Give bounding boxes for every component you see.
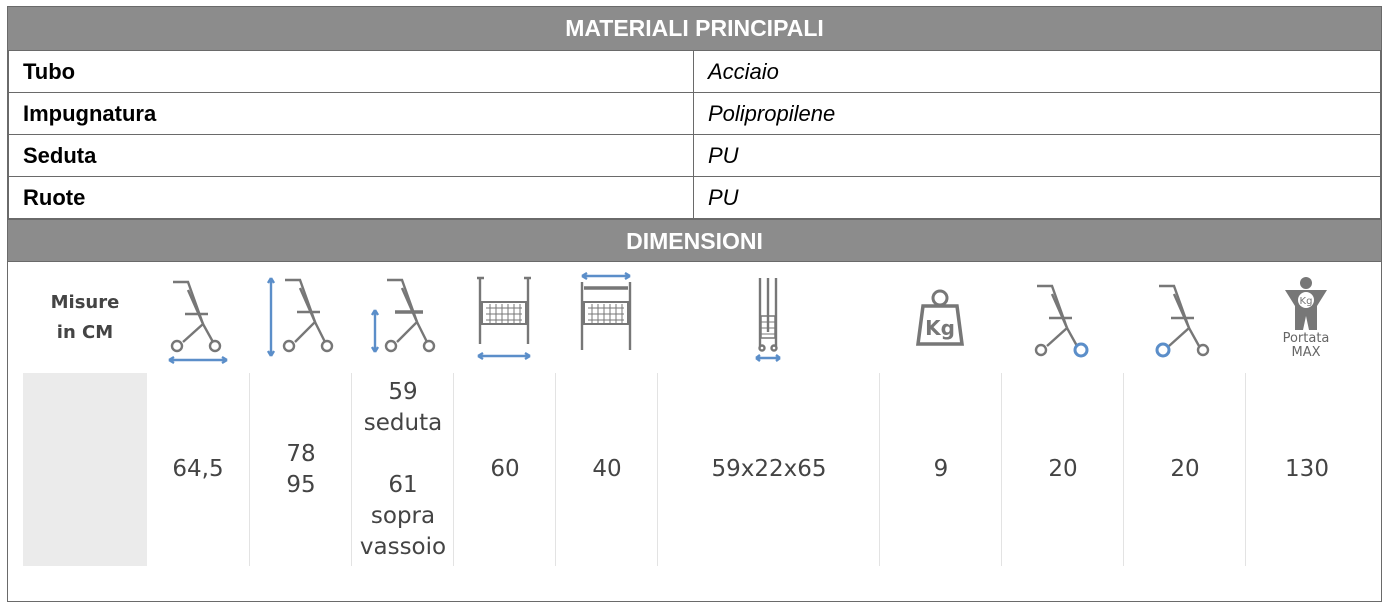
capacity-value: 130 <box>1245 373 1368 566</box>
weight-value: 9 <box>879 373 1002 566</box>
material-label: Tubo <box>9 51 694 93</box>
max-capacity-icon <box>1245 263 1367 373</box>
capacity-icon-text: Kg <box>1299 296 1313 307</box>
walker-seat-width-icon <box>555 263 657 373</box>
unit-label-line: in CM <box>56 322 114 343</box>
seat-height-value <box>351 373 454 566</box>
length-value: 64,5 <box>172 456 224 482</box>
seat-width-value: 40 <box>555 373 658 566</box>
table-row <box>9 135 1381 177</box>
unit-label-cell <box>23 263 147 373</box>
dimensions-header: DIMENSIONI <box>8 219 1381 262</box>
dimensions-panel <box>8 263 1381 601</box>
seat-height-line: 59 <box>388 378 418 405</box>
rear-wheel-icon <box>1123 263 1245 373</box>
rear-wheel-value: 20 <box>1123 373 1246 566</box>
capacity-label-line: Portata <box>1282 331 1330 346</box>
table-row <box>9 93 1381 135</box>
capacity-label-line: MAX <box>1291 345 1321 360</box>
material-label: Seduta <box>9 135 694 177</box>
product-thumbnail <box>23 373 147 566</box>
table-row <box>9 177 1381 219</box>
folded-value: 59x22x65 <box>657 373 880 566</box>
seat-height-line: seduta <box>363 409 443 436</box>
walker-length-icon <box>147 263 249 373</box>
walker-height-icon <box>249 263 351 373</box>
materials-table <box>8 50 1381 219</box>
width-value: 60 <box>453 373 556 566</box>
capacity-label <box>1283 332 1330 360</box>
material-value: Polipropilene <box>694 93 1381 135</box>
material-label: Impugnatura <box>9 93 694 135</box>
walker-folded-icon <box>657 263 879 373</box>
front-wheel-value: 20 <box>1001 373 1124 566</box>
walker-width-icon <box>453 263 555 373</box>
weight-icon-text: Kg <box>925 316 955 340</box>
spacer <box>360 439 446 470</box>
spec-table <box>7 6 1382 602</box>
material-label: Ruote <box>9 177 694 219</box>
height-value-line: 95 <box>286 471 316 498</box>
table-row <box>9 51 1381 93</box>
height-value <box>249 373 352 566</box>
weight-icon <box>879 263 1001 373</box>
unit-label <box>51 288 120 348</box>
height-value-line: 78 <box>286 440 316 467</box>
seat-height-line: vassoio <box>359 533 447 560</box>
front-wheel-icon <box>1001 263 1123 373</box>
unit-label-line: Misure <box>50 292 120 313</box>
seat-height-line: sopra <box>370 502 436 529</box>
material-value: PU <box>694 177 1381 219</box>
seat-height-line: 61 <box>388 471 418 498</box>
material-value: PU <box>694 135 1381 177</box>
materials-header: MATERIALI PRINCIPALI <box>8 7 1381 50</box>
walker-seat-height-icon <box>351 263 453 373</box>
material-value: Acciaio <box>694 51 1381 93</box>
